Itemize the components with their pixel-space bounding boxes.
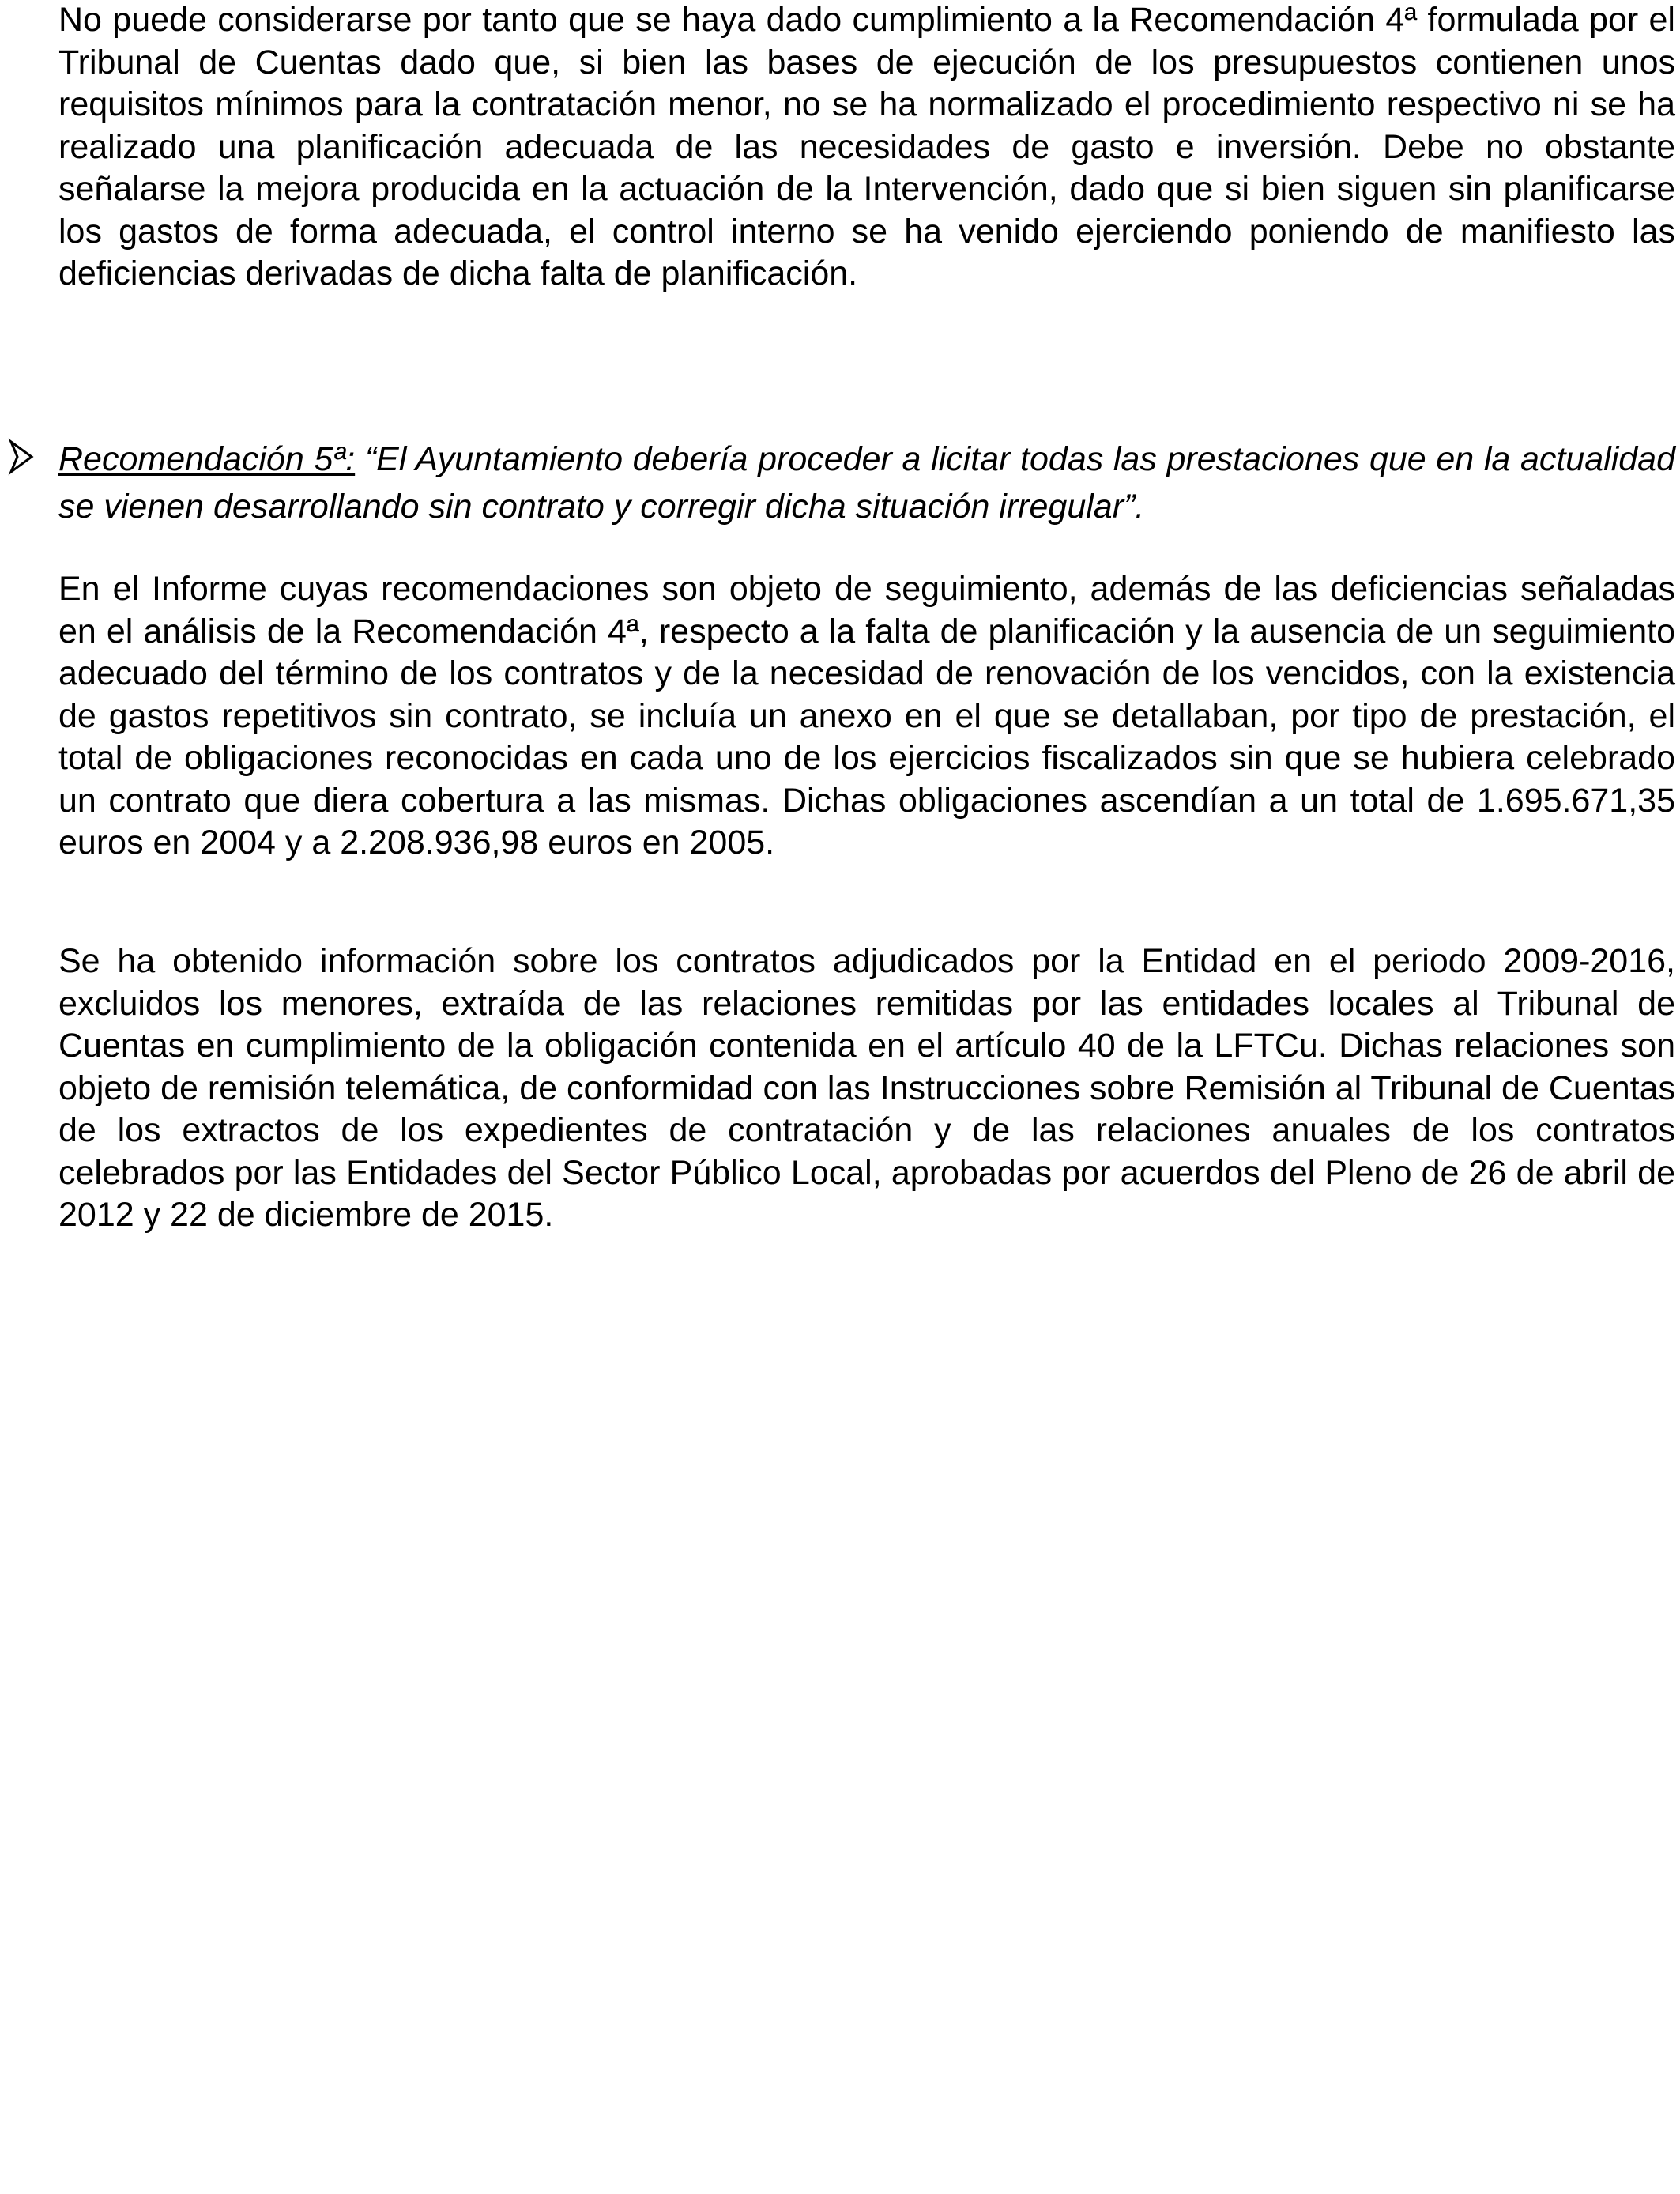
paragraph-contratos-adjudicados: Se ha obtenido información sobre los contratos adjudicados por la Entidad en el periodo 2009-2016, excluidos los menores, extraída de las relaciones remitidas por las entidades locales al Tribunal de Cuentas en cumplimiento de la obligación contenida en el artículo 40 de la LFTCu. Dichas relaciones son objeto de remisión telemática, de conformidad con las Instrucciones sobre Remisión al Tribunal de Cuentas de los extractos de los expedientes de contratación y de las relaciones anuales de los contratos celebrados por las Entidades del Sector Público Local, aprobadas por acuerdos del Pleno de 26 de abril de 2012 y 22 de diciembre de 2015.: [58, 942, 1675, 1234]
recommendation-5-quote: “El Ayuntamiento debería proceder a licitar todas las prestaciones que en la actualidad se vienen desarrollando sin contrato y corregir dicha situación irregular”.: [58, 440, 1675, 526]
arrowhead-bullet-icon: [8, 437, 36, 477]
paragraph-informe-obligaciones: En el Informe cuyas recomendaciones son objeto de seguimiento, además de las deficiencias señaladas en el análisis de la Recomendación 4ª, respecto a la falta de planificación y la ausencia de un seguimiento adecuado del término de los contratos y de la necesidad de renovación de los vencidos, con la existencia de gastos repetitivos sin contrato, se incluía un anexo en el que se detallaban, por tipo de prestación, el total de obligaciones reconocidas en cada uno de los ejercicios fiscalizados sin que se hubiera celebrado un contrato que diera cobertura a las mismas. Dichas obligaciones ascendían a un total de 1.695.671,35 euros en 2004 y a 2.208.936,98 euros en 2005.: [58, 570, 1675, 861]
paragraph-conclusion-recommendation-4: No puede considerarse por tanto que se haya dado cumplimiento a la Recomendación 4ª formulada por el Tribunal de Cuentas dado que, si bien las bases de ejecución de los presupuestos contienen unos requisitos mínimos para la contratación menor, no se ha normalizado el procedimiento respectivo ni se ha realizado una planificación adecuada de las necesidades de gasto e inversión. Debe no obstante señalarse la mejora producida en la actuación de la Intervención, dado que si bien siguen sin planificarse los gastos de forma adecuada, el control interno se ha venido ejerciendo poniendo de manifiesto las deficiencias derivadas de dicha falta de planificación.: [58, 1, 1675, 292]
recommendation-5-label: Recomendación 5ª:: [58, 440, 356, 478]
recommendation-5-text: [58, 435, 1675, 530]
